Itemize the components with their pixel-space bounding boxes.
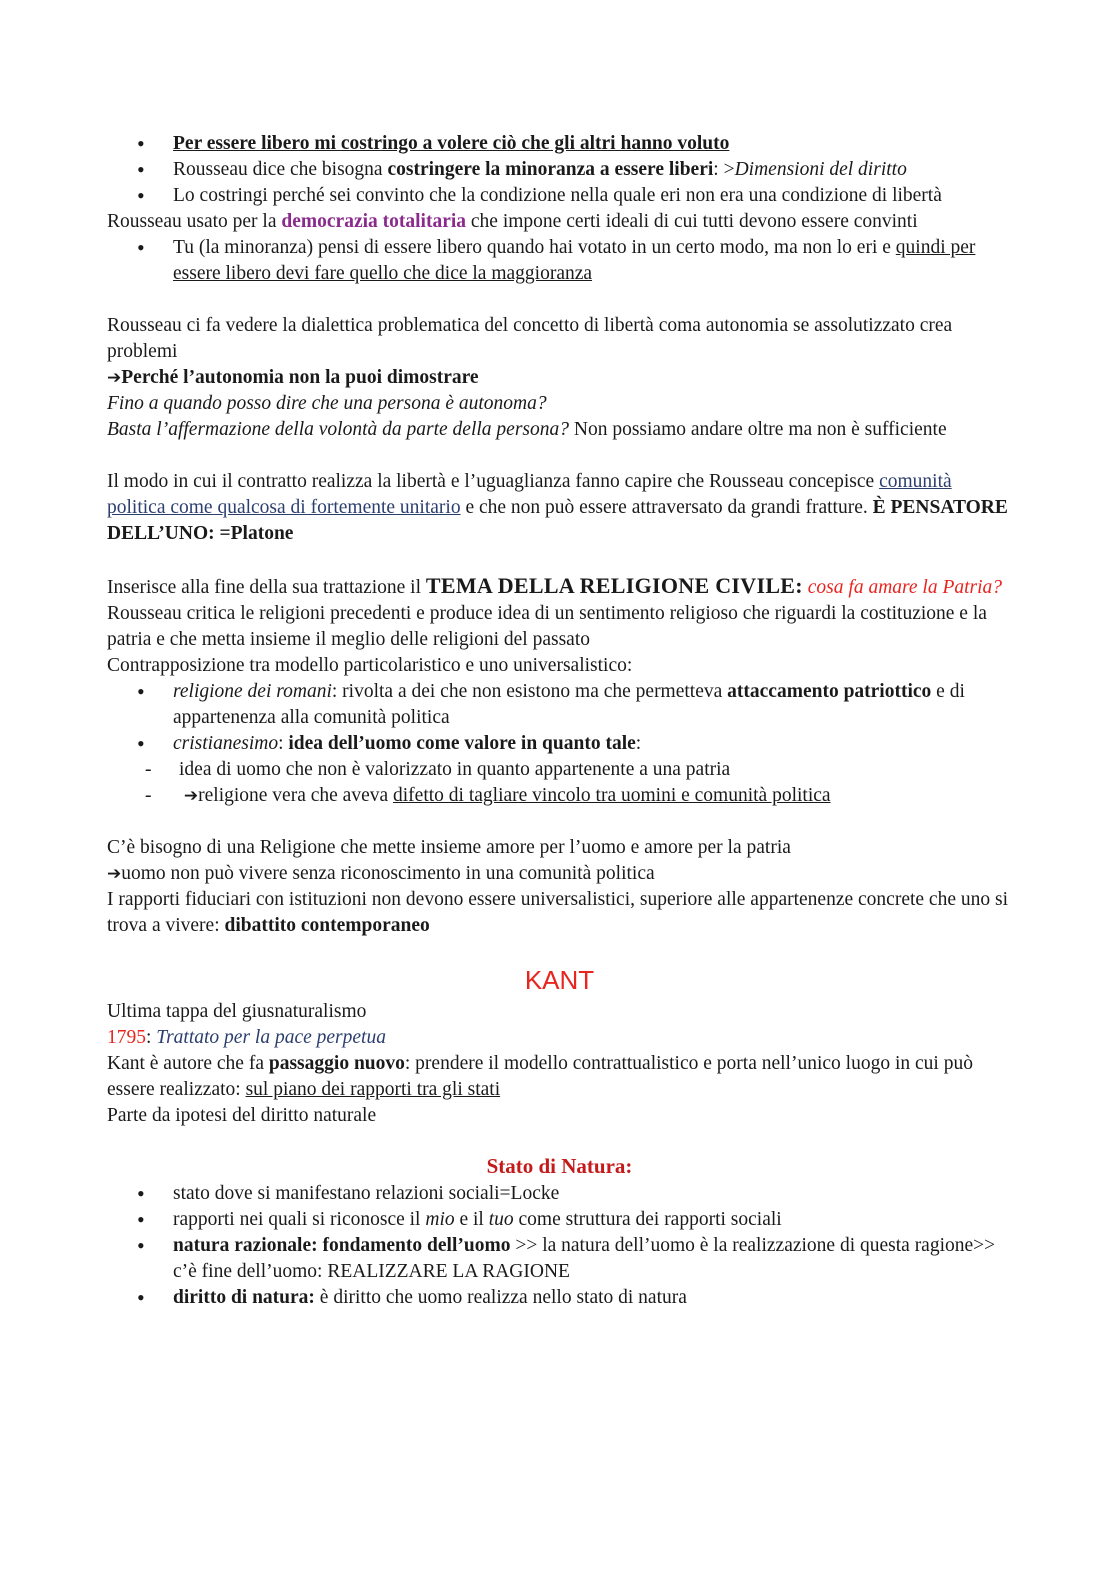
paragraph: Fino a quando posso dire che una persona è autonoma?	[107, 393, 547, 414]
list-item: • natura razionale: fondamento dell’uomo >> la natura dell’uomo è la realizzazione di questa ragione>> c’è fine dell’uomo: REALIZZARE LA RAGIONE	[107, 1233, 1012, 1285]
arrow-icon: ➔	[107, 864, 122, 884]
section-heading-kant: KANT	[524, 965, 595, 995]
bullet-list-1	[107, 131, 1012, 209]
paragraph: Rousseau ci fa vedere la dialettica problematica del concetto di libertà coma autonomia se assolutizzato crea problemi	[107, 315, 953, 362]
paragraph: Kant è autore che fa passaggio nuovo: prendere il modello contrattualistico e porta nell’unico luogo in cui può essere realizzato: sul piano dei rapporti tra gli stati	[107, 1053, 973, 1100]
bullet-list-3	[107, 679, 1012, 809]
list-item: • rapporti nei quali si riconosce il mio e il tuo come struttura dei rapporti sociali	[107, 1207, 1012, 1233]
list-item: • Rousseau dice che bisogna costringere la minoranza a essere liberi: >Dimensioni del diritto	[107, 157, 1012, 183]
paragraph: Contrapposizione tra modello particolaristico e uno universalistico:	[107, 655, 633, 676]
paragraph: Inserisce alla fine della sua trattazione il TEMA DELLA RELIGIONE CIVILE: cosa fa amare la Patria?	[107, 573, 1003, 598]
list-item: • Per essere libero mi costringo a volere ciò che gli altri hanno voluto	[107, 131, 1012, 157]
section-heading-stato-di-natura: Stato di Natura:	[486, 1154, 633, 1178]
list-item: • Lo costringi perché sei convinto che la condizione nella quale eri non era una condizione di libertà	[107, 183, 1012, 209]
paragraph: ➔Perché l’autonomia non la puoi dimostrare	[107, 367, 479, 388]
paragraph: Parte da ipotesi del diritto naturale	[107, 1105, 377, 1126]
list-item: • Tu (la minoranza) pensi di essere libero quando hai votato in un certo modo, ma non lo eri e quindi per essere libero devi fare quello che dice la maggioranza	[107, 235, 1012, 287]
paragraph: Ultima tappa del giusnaturalismo	[107, 1001, 367, 1022]
arrow-icon: ➔	[107, 368, 122, 388]
bullet-list-2	[107, 235, 1012, 287]
paragraph: I rapporti fiduciari con istituzioni non devono essere universalistici, superiore alle appartenenze concrete che uno si trova a vivere: dibattito contemporaneo	[107, 889, 1008, 936]
list-item: • diritto di natura: è diritto che uomo realizza nello stato di natura	[107, 1285, 1012, 1311]
paragraph: ➔uomo non può vivere senza riconoscimento in una comunità politica	[107, 863, 655, 884]
list-item: • cristianesimo: idea dell’uomo come valore in quanto tale:	[107, 731, 1012, 757]
list-item: • religione dei romani: rivolta a dei che non esistono ma che permetteva attaccamento patriottico e di appartenenza alla comunità politica	[107, 679, 1012, 731]
dash-item: - ➔religione vera che aveva difetto di tagliare vincolo tra uomini e comunità politica	[107, 783, 1012, 809]
arrow-icon: ➔	[183, 786, 199, 806]
paragraph: Basta l’affermazione della volontà da parte della persona? Non possiamo andare oltre ma non è sufficiente	[107, 419, 947, 440]
dash-item: - idea di uomo che non è valorizzato in quanto appartenente a una patria	[107, 757, 1012, 783]
paragraph: C’è bisogno di una Religione che mette insieme amore per l’uomo e amore per la patria	[107, 837, 791, 858]
paragraph: Rousseau usato per la democrazia totalitaria che impone certi ideali di cui tutti devono essere convinti	[107, 211, 918, 232]
document-page	[107, 131, 1012, 1311]
list-item: • stato dove si manifestano relazioni sociali=Locke	[107, 1181, 1012, 1207]
bullet-list-4	[107, 1181, 1012, 1311]
paragraph: Il modo in cui il contratto realizza la libertà e l’uguaglianza fanno capire che Rousseau concepisce comunità politica come qualcosa di fortemente unitario e che non può essere attraversato da grandi fratture. È PENSATORE DELL’UNO: =Platone	[107, 471, 1008, 544]
paragraph: Rousseau critica le religioni precedenti e produce idea di un sentimento religioso che riguardi la costituzione e la patria e che metta insieme il meglio delle religioni del passato	[107, 603, 987, 650]
paragraph: 1795: Trattato per la pace perpetua	[107, 1027, 386, 1048]
